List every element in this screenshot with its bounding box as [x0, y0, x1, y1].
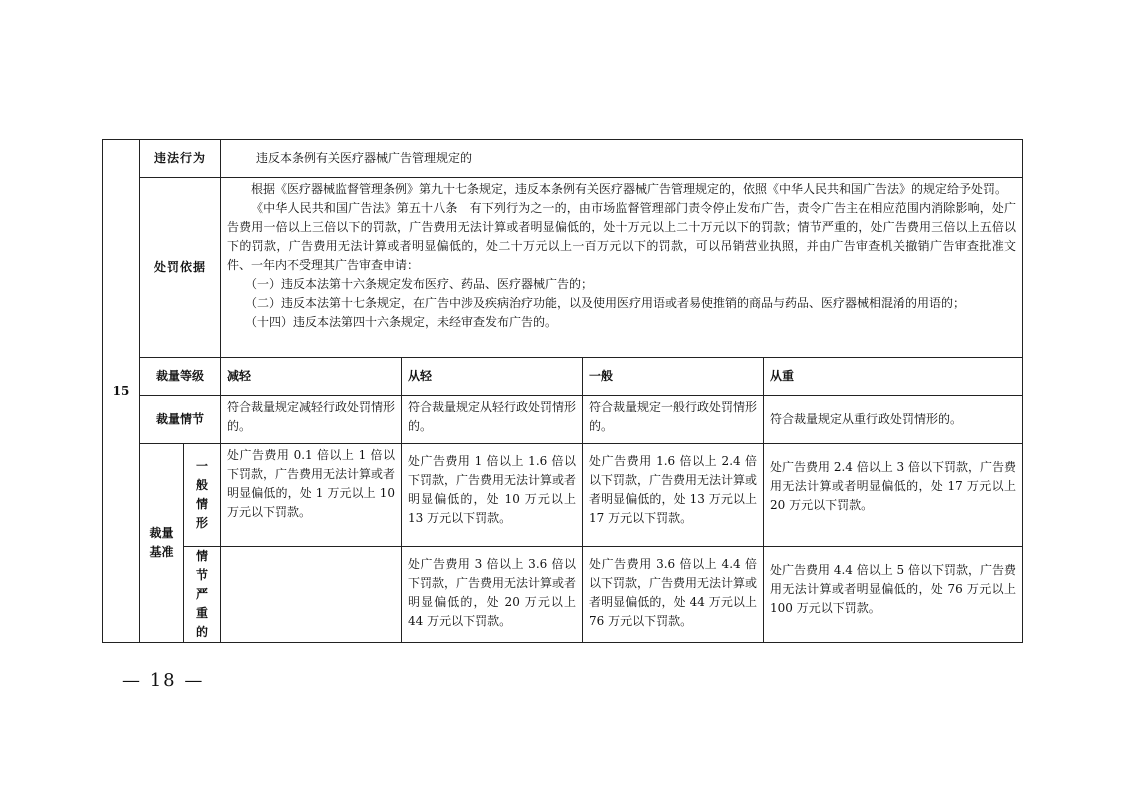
standard-label-line: 基准 — [149, 545, 174, 559]
circumstances-row — [103, 396, 1023, 444]
basis-paragraph: （二）违反本法第十七条规定，在广告中涉及疾病治疗功能，以及使用医疗用语或者易使推销的商品与药品、医疗器械相混淆的用语的； — [245, 296, 966, 310]
circumstances-label: 裁量情节 — [140, 396, 221, 444]
standard-cell: 处广告费用 3.6 倍以上 4.4 倍以下罚款，广告费用无法计算或者明显偏低的，处 44 万元以上 76 万元以下罚款。 — [583, 547, 764, 643]
standard-label — [140, 444, 184, 643]
label-char: 情 — [196, 549, 209, 563]
standard-cell: 处广告费用 1 倍以上 1.6 倍以下罚款，广告费用无法计算或者明显偏低的，处 10 万元以上 13 万元以下罚款。 — [402, 444, 583, 547]
label-char: 般 — [196, 478, 209, 492]
row-number: 15 — [103, 140, 140, 643]
level-general: 一般 — [583, 358, 764, 396]
label-char: 情 — [196, 497, 209, 511]
violation-row — [103, 140, 1023, 178]
standard-cell: 处广告费用 3 倍以上 3.6 倍以下罚款，广告费用无法计算或者明显偏低的，处 20 万元以上 44 万元以下罚款。 — [402, 547, 583, 643]
label-char: 节 — [196, 568, 209, 582]
serious-case-label — [184, 547, 221, 643]
standard-cell: 处广告费用 1.6 倍以上 2.4 倍以下罚款，广告费用无法计算或者明显偏低的，处 13 万元以上 17 万元以下罚款。 — [583, 444, 764, 547]
label-char: 一 — [196, 459, 209, 473]
basis-paragraph: 根据《医疗器械监督管理条例》第九十七条规定，违反本条例有关医疗器械广告管理规定的，依照《中华人民共和国广告法》的规定给予处罚。 — [251, 182, 1008, 196]
basis-paragraph: 《中华人民共和国广告法》第五十八条 有下列行为之一的，由市场监督管理部门责令停止发布广告，责令广告主在相应范围内消除影响，处广告费用一倍以上三倍以下的罚款，广告费用无法计算或者明显偏低的，处十万元以上二十万元以下的罚款；情节严重的，处广告费用三倍以上五倍以下的罚款，广告费用无法计算或者明显偏低的，处二十万元以上一百万元以下的罚款，可以吊销营业执照，并由广告审查机关撤销广告审查批准文件、一年内不受理其广告审查申请： — [227, 201, 1017, 272]
levels-row — [103, 358, 1023, 396]
circumstance-cell: 符合裁量规定一般行政处罚情形的。 — [583, 396, 764, 444]
standard-general-row — [103, 444, 1023, 547]
penalty-table — [102, 139, 1023, 643]
violation-text: 违反本条例有关医疗器械广告管理规定的 — [221, 140, 1023, 178]
circumstance-cell: 符合裁量规定从重行政处罚情形的。 — [764, 396, 1023, 444]
basis-paragraph: （一）违反本法第十六条规定发布医疗、药品、医疗器械广告的； — [245, 277, 594, 291]
circumstance-cell: 符合裁量规定从轻行政处罚情形的。 — [402, 396, 583, 444]
basis-label: 处罚依据 — [140, 178, 221, 358]
label-char: 重 — [196, 606, 209, 620]
standard-cell: 处广告费用 0.1 倍以上 1 倍以下罚款，广告费用无法计算或者明显偏低的，处 1 万元以上 10 万元以下罚款。 — [221, 444, 402, 547]
violation-label: 违法行为 — [140, 140, 221, 178]
label-char: 的 — [196, 625, 209, 639]
level-severe: 从重 — [764, 358, 1023, 396]
standard-label-line: 裁量 — [149, 526, 174, 540]
level-lenient: 从轻 — [402, 358, 583, 396]
standard-cell: 处广告费用 4.4 倍以上 5 倍以下罚款，广告费用无法计算或者明显偏低的，处 76 万元以上 100 万元以下罚款。 — [764, 547, 1023, 643]
standard-cell: 处广告费用 2.4 倍以上 3 倍以下罚款，广告费用无法计算或者明显偏低的，处 17 万元以上 20 万元以下罚款。 — [764, 444, 1023, 547]
basis-row — [103, 178, 1023, 358]
level-mitigated: 减轻 — [221, 358, 402, 396]
label-char: 形 — [196, 516, 209, 530]
general-case-label — [184, 444, 221, 547]
levels-label: 裁量等级 — [140, 358, 221, 396]
standard-cell-empty — [221, 547, 402, 643]
basis-text — [221, 178, 1023, 358]
basis-paragraph: （十四）违反本法第四十六条规定，未经审查发布广告的。 — [245, 315, 558, 329]
label-char: 严 — [196, 587, 209, 601]
circumstance-cell: 符合裁量规定减轻行政处罚情形的。 — [221, 396, 402, 444]
standard-serious-row — [103, 547, 1023, 643]
page-number: — 18 — — [122, 670, 205, 691]
